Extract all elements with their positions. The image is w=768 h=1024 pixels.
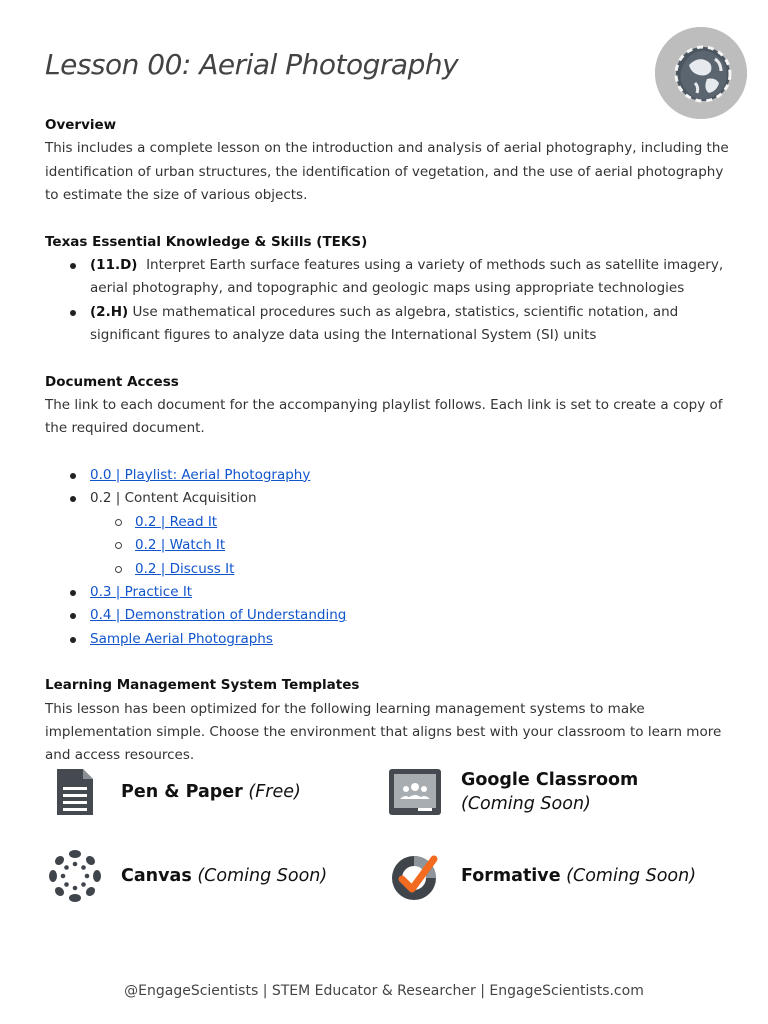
list-item xyxy=(45,604,735,627)
teks-heading: Texas Essential Knowledge & Skills (TEKS) xyxy=(45,233,368,250)
teks-text: Use mathematical procedures such as algebra, statistics, scientific notation, and significant figures to analyze data using the International System (SI) units xyxy=(90,303,679,344)
practice-it-link[interactable]: 0.3 | Practice It xyxy=(90,583,193,600)
document-icon xyxy=(45,762,105,822)
google-classroom-icon xyxy=(385,762,445,822)
lms-note: (Coming Soon) xyxy=(566,866,697,886)
lms-pen-paper[interactable] xyxy=(45,762,301,822)
read-it-link[interactable]: 0.2 | Read It xyxy=(135,513,218,530)
teks-text: Interpret Earth surface features using a variety of methods such as satellite imagery, aerial photography, and topographic and geologic maps using appropriate technologies xyxy=(90,257,724,297)
watch-it-link[interactable]: 0.2 | Watch It xyxy=(135,537,226,554)
lms-label xyxy=(121,864,327,888)
teks-code: (2.H) xyxy=(90,303,129,320)
lms-canvas[interactable] xyxy=(45,846,327,906)
engage-scientists-logo xyxy=(655,27,747,119)
canvas-icon xyxy=(45,846,105,906)
lms-name: Google Classroom xyxy=(461,770,639,790)
teks-code: (11.D) xyxy=(90,257,138,274)
lms-heading: Learning Management System Templates xyxy=(45,677,360,694)
playlist-link[interactable]: 0.0 | Playlist: Aerial Photography xyxy=(90,466,311,483)
list-item xyxy=(45,487,735,581)
document-body xyxy=(45,114,735,768)
lms-note: (Coming Soon) xyxy=(461,794,591,814)
content-acquisition-label: 0.2 | Content Acquisition xyxy=(90,490,257,507)
lms-label xyxy=(121,780,301,804)
list-item xyxy=(45,628,735,651)
lms-text: This lesson has been optimized for the following learning management systems to make implementation simple. Choose the environment that aligns best with your classroom to learn more and access resources. xyxy=(45,700,722,764)
demonstration-link[interactable]: 0.4 | Demonstration of Understanding xyxy=(90,607,347,624)
page-footer: @EngageScientists | STEM Educator & Researcher | EngageScientists.com xyxy=(124,983,644,999)
lms-grid xyxy=(45,758,735,918)
access-text: The link to each document for the accompanying playlist follows. Each link is set to create a copy of the required document. xyxy=(45,397,723,437)
content-acquisition-sublist xyxy=(45,511,735,581)
discuss-it-link[interactable]: 0.2 | Discuss It xyxy=(135,560,235,577)
list-item xyxy=(45,464,735,487)
list-item xyxy=(45,558,735,581)
access-heading: Document Access xyxy=(45,373,179,390)
list-item xyxy=(45,581,735,604)
lms-label xyxy=(461,864,696,888)
lms-label xyxy=(461,768,638,816)
list-item xyxy=(45,511,735,534)
page-title: Lesson 00: Aerial Photography xyxy=(45,48,459,81)
document-links-list xyxy=(45,464,735,651)
list-item xyxy=(45,534,735,557)
lms-google-classroom[interactable] xyxy=(385,762,638,822)
teks-item xyxy=(45,254,735,301)
lms-name: Canvas xyxy=(121,866,192,886)
lms-name: Pen & Paper xyxy=(121,782,243,802)
formative-icon xyxy=(385,846,445,906)
lms-name: Formative xyxy=(461,866,561,886)
sample-photographs-link[interactable]: Sample Aerial Photographs xyxy=(90,630,273,647)
teks-item xyxy=(45,301,735,348)
overview-text: This includes a complete lesson on the introduction and analysis of aerial photography, including the identification of urban structures, the identification of vegetation, and the use of aerial photography to estimate the size of various objects. xyxy=(45,140,729,204)
lms-note: (Free) xyxy=(248,782,301,802)
teks-list xyxy=(45,254,735,348)
lms-note: (Coming Soon) xyxy=(197,866,328,886)
overview-heading: Overview xyxy=(45,117,117,133)
lms-formative[interactable] xyxy=(385,846,696,906)
globe-logo-icon xyxy=(655,27,747,119)
